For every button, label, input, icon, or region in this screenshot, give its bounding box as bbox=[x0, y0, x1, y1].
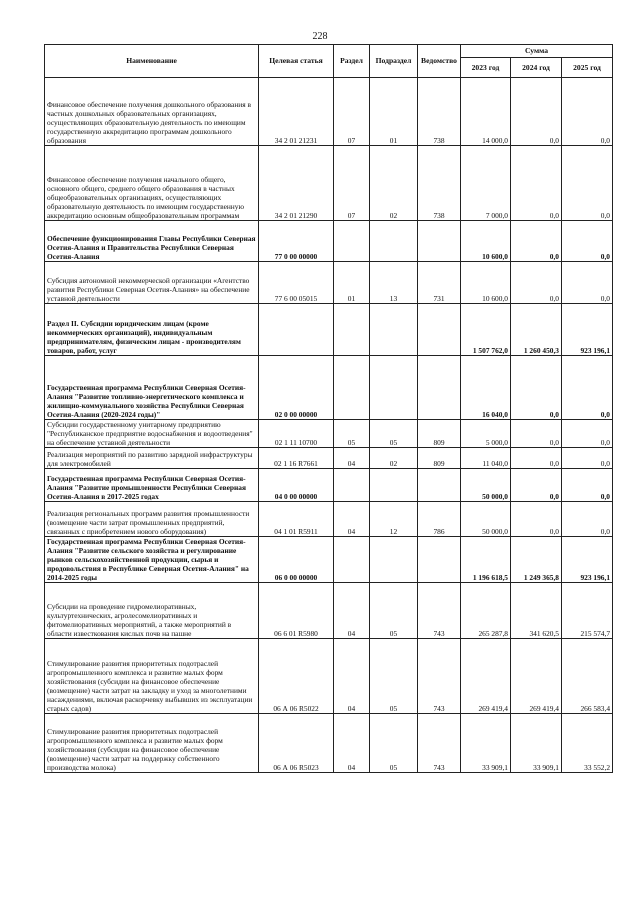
cell-subsection: 05 bbox=[370, 420, 418, 448]
header-subsection: Подраздел bbox=[370, 45, 418, 78]
cell-y2024: 1 260 450,3 bbox=[511, 304, 562, 356]
cell-subsection: 13 bbox=[370, 262, 418, 304]
table-row bbox=[45, 262, 613, 304]
cell-section: 04 bbox=[334, 714, 370, 773]
cell-y2023: 14 000,0 bbox=[461, 78, 511, 146]
cell-section bbox=[334, 356, 370, 420]
cell-y2024: 1 249 365,8 bbox=[511, 537, 562, 583]
cell-target: 04 1 01 R5911 bbox=[259, 502, 334, 537]
cell-y2023: 16 040,0 bbox=[461, 356, 511, 420]
cell-department: 743 bbox=[418, 639, 461, 714]
cell-y2024: 269 419,4 bbox=[511, 639, 562, 714]
cell-y2025: 215 574,7 bbox=[562, 583, 613, 639]
cell-section: 01 bbox=[334, 262, 370, 304]
table-row bbox=[45, 502, 613, 537]
cell-y2023: 10 600,0 bbox=[461, 221, 511, 262]
header-2025: 2025 год bbox=[562, 58, 613, 78]
cell-y2025: 0,0 bbox=[562, 448, 613, 469]
cell-target: 04 0 00 00000 bbox=[259, 469, 334, 502]
cell-y2024: 0,0 bbox=[511, 221, 562, 262]
cell-name: Стимулирование развития приоритетных подотраслей агропромышленного комплекса и развитие малых форм хозяйствования (субсидии на финансовое обеспечение (возмещение) части затрат на закладку и уход за многолетними насаждениями, включая раскорчевку выбывших из эксплуатации старых садов) bbox=[45, 639, 259, 714]
header-target: Целевая статья bbox=[259, 45, 334, 78]
cell-name: Финансовое обеспечение получения начального общего, основного общего, среднего общего образования в частных общеобразовательных организациях, осуществляющих образовательную деятельность по имеющим государственную аккредитацию основным общеобразовательным программам bbox=[45, 146, 259, 221]
cell-target: 34 2 01 21231 bbox=[259, 78, 334, 146]
cell-subsection: 12 bbox=[370, 502, 418, 537]
cell-name: Государственная программа Республики Северная Осетия-Алания "Развитие топливно-энергетического комплекса и жилищно-коммунального хозяйства Республики Северная Осетия-Алания (2020-2024 годы)" bbox=[45, 356, 259, 420]
table-row bbox=[45, 537, 613, 583]
cell-y2024: 0,0 bbox=[511, 448, 562, 469]
cell-y2023: 1 196 618,5 bbox=[461, 537, 511, 583]
cell-y2024: 0,0 bbox=[511, 356, 562, 420]
cell-name: Реализация региональных программ развития промышленности (возмещение части затрат промышленных предприятий, связанных с приобретением нового оборудования) bbox=[45, 502, 259, 537]
table-row bbox=[45, 448, 613, 469]
cell-section: 07 bbox=[334, 146, 370, 221]
cell-target: 02 1 16 R7661 bbox=[259, 448, 334, 469]
cell-section bbox=[334, 221, 370, 262]
cell-y2023: 1 507 762,0 bbox=[461, 304, 511, 356]
cell-department: 738 bbox=[418, 146, 461, 221]
cell-subsection bbox=[370, 469, 418, 502]
table-row bbox=[45, 146, 613, 221]
cell-name: Раздел II. Субсидии юридическим лицам (кроме некоммерческих организаций), индивидуальным предпринимателям, физическим лицам - производителям товаров, работ, услуг bbox=[45, 304, 259, 356]
cell-subsection: 01 bbox=[370, 78, 418, 146]
cell-department bbox=[418, 469, 461, 502]
cell-y2025: 923 196,1 bbox=[562, 537, 613, 583]
cell-subsection bbox=[370, 221, 418, 262]
table-row bbox=[45, 221, 613, 262]
table-row bbox=[45, 356, 613, 420]
header-sum: Сумма bbox=[461, 45, 613, 58]
cell-section: 07 bbox=[334, 78, 370, 146]
cell-section bbox=[334, 537, 370, 583]
cell-name: Субсидии на проведение гидромелиоративных, культуртехнических, агролесомелиоративных и фитомелиоративных мероприятий, а также мероприятий в области известкования кислых почв на пашне bbox=[45, 583, 259, 639]
table-row bbox=[45, 639, 613, 714]
cell-target: 06 0 00 00000 bbox=[259, 537, 334, 583]
table-body bbox=[45, 78, 613, 773]
cell-target: 02 1 11 10700 bbox=[259, 420, 334, 448]
cell-section: 05 bbox=[334, 420, 370, 448]
cell-y2023: 50 000,0 bbox=[461, 502, 511, 537]
cell-y2024: 0,0 bbox=[511, 78, 562, 146]
cell-y2023: 10 600,0 bbox=[461, 262, 511, 304]
cell-name: Государственная программа Республики Северная Осетия-Алания "Развитие промышленности Республики Северная Осетия-Алания в 2017-2025 годах bbox=[45, 469, 259, 502]
cell-y2025: 33 552,2 bbox=[562, 714, 613, 773]
cell-name: Обеспечение функционирования Главы Республики Северная Осетия-Алания и Правительства Республики Северная Осетия-Алания bbox=[45, 221, 259, 262]
table-row bbox=[45, 420, 613, 448]
cell-department: 731 bbox=[418, 262, 461, 304]
header-department: Ведомство bbox=[418, 45, 461, 78]
header-2023: 2023 год bbox=[461, 58, 511, 78]
cell-y2024: 0,0 bbox=[511, 146, 562, 221]
cell-y2025: 0,0 bbox=[562, 262, 613, 304]
cell-department: 809 bbox=[418, 448, 461, 469]
budget-table bbox=[44, 44, 613, 773]
cell-y2025: 0,0 bbox=[562, 146, 613, 221]
cell-department: 743 bbox=[418, 714, 461, 773]
cell-subsection: 05 bbox=[370, 583, 418, 639]
cell-y2024: 33 909,1 bbox=[511, 714, 562, 773]
cell-department: 809 bbox=[418, 420, 461, 448]
cell-name: Финансовое обеспечение получения дошкольного образования в частных дошкольных образовательных организациях, осуществляющих образовательную деятельность по имеющим государственную аккредитацию программам дошкольного образования bbox=[45, 78, 259, 146]
cell-subsection bbox=[370, 304, 418, 356]
cell-target: 77 6 00 05015 bbox=[259, 262, 334, 304]
cell-y2024: 0,0 bbox=[511, 469, 562, 502]
cell-name: Государственная программа Республики Северная Осетия-Алания "Развитие сельского хозяйства и регулирование рынков сельскохозяйственной продукции, сырья и продовольствия в Республике Северная Осетия-Алания" на 2014-2025 годы bbox=[45, 537, 259, 583]
cell-y2025: 0,0 bbox=[562, 420, 613, 448]
cell-y2024: 0,0 bbox=[511, 502, 562, 537]
cell-y2024: 341 620,5 bbox=[511, 583, 562, 639]
page-number: 228 bbox=[312, 31, 328, 42]
cell-section: 04 bbox=[334, 583, 370, 639]
cell-department: 743 bbox=[418, 583, 461, 639]
cell-subsection: 02 bbox=[370, 146, 418, 221]
table-row bbox=[45, 78, 613, 146]
cell-name: Реализация мероприятий по развитию зарядной инфраструктуры для электромобилей bbox=[45, 448, 259, 469]
cell-target: 06 А 06 R5023 bbox=[259, 714, 334, 773]
cell-y2024: 0,0 bbox=[511, 262, 562, 304]
cell-y2025: 0,0 bbox=[562, 78, 613, 146]
cell-y2023: 50 000,0 bbox=[461, 469, 511, 502]
cell-section bbox=[334, 469, 370, 502]
cell-subsection: 05 bbox=[370, 714, 418, 773]
cell-department bbox=[418, 304, 461, 356]
cell-department bbox=[418, 356, 461, 420]
header-name: Наименование bbox=[45, 45, 259, 78]
cell-target bbox=[259, 304, 334, 356]
cell-department bbox=[418, 537, 461, 583]
cell-y2025: 266 583,4 bbox=[562, 639, 613, 714]
cell-section: 04 bbox=[334, 448, 370, 469]
cell-department: 738 bbox=[418, 78, 461, 146]
cell-y2025: 0,0 bbox=[562, 221, 613, 262]
table-row bbox=[45, 469, 613, 502]
table-row bbox=[45, 714, 613, 773]
cell-y2023: 5 000,0 bbox=[461, 420, 511, 448]
cell-section: 04 bbox=[334, 639, 370, 714]
cell-y2023: 33 909,1 bbox=[461, 714, 511, 773]
cell-name: Субсидия автономной некоммерческой организации «Агентство развития Республики Северная Осетия-Алания» на обеспечение уставной деятельности bbox=[45, 262, 259, 304]
cell-name: Субсидии государственному унитарному предприятию "Республиканское предприятие водоснабжения и водоотведения" на обеспечение уставной деятельности bbox=[45, 420, 259, 448]
cell-y2025: 0,0 bbox=[562, 356, 613, 420]
table-row bbox=[45, 304, 613, 356]
cell-y2025: 0,0 bbox=[562, 502, 613, 537]
cell-section bbox=[334, 304, 370, 356]
cell-subsection: 05 bbox=[370, 639, 418, 714]
cell-subsection bbox=[370, 356, 418, 420]
cell-target: 34 2 01 21290 bbox=[259, 146, 334, 221]
cell-y2023: 7 000,0 bbox=[461, 146, 511, 221]
cell-section: 04 bbox=[334, 502, 370, 537]
cell-target: 02 0 00 00000 bbox=[259, 356, 334, 420]
cell-y2025: 923 196,1 bbox=[562, 304, 613, 356]
cell-department bbox=[418, 221, 461, 262]
cell-y2023: 265 287,8 bbox=[461, 583, 511, 639]
cell-target: 77 0 00 00000 bbox=[259, 221, 334, 262]
cell-department: 786 bbox=[418, 502, 461, 537]
cell-y2024: 0,0 bbox=[511, 420, 562, 448]
cell-y2023: 11 040,0 bbox=[461, 448, 511, 469]
cell-target: 06 А 06 R5022 bbox=[259, 639, 334, 714]
table-row bbox=[45, 583, 613, 639]
header-2024: 2024 год bbox=[511, 58, 562, 78]
cell-name: Стимулирование развития приоритетных подотраслей агропромышленного комплекса и развитие малых форм хозяйствования (субсидии на финансовое обеспечение (возмещение) части затрат на поддержку собственного производства молока) bbox=[45, 714, 259, 773]
cell-y2023: 269 419,4 bbox=[461, 639, 511, 714]
cell-target: 06 6 01 R5980 bbox=[259, 583, 334, 639]
cell-subsection bbox=[370, 537, 418, 583]
header-section: Раздел bbox=[334, 45, 370, 78]
cell-y2025: 0,0 bbox=[562, 469, 613, 502]
cell-subsection: 02 bbox=[370, 448, 418, 469]
